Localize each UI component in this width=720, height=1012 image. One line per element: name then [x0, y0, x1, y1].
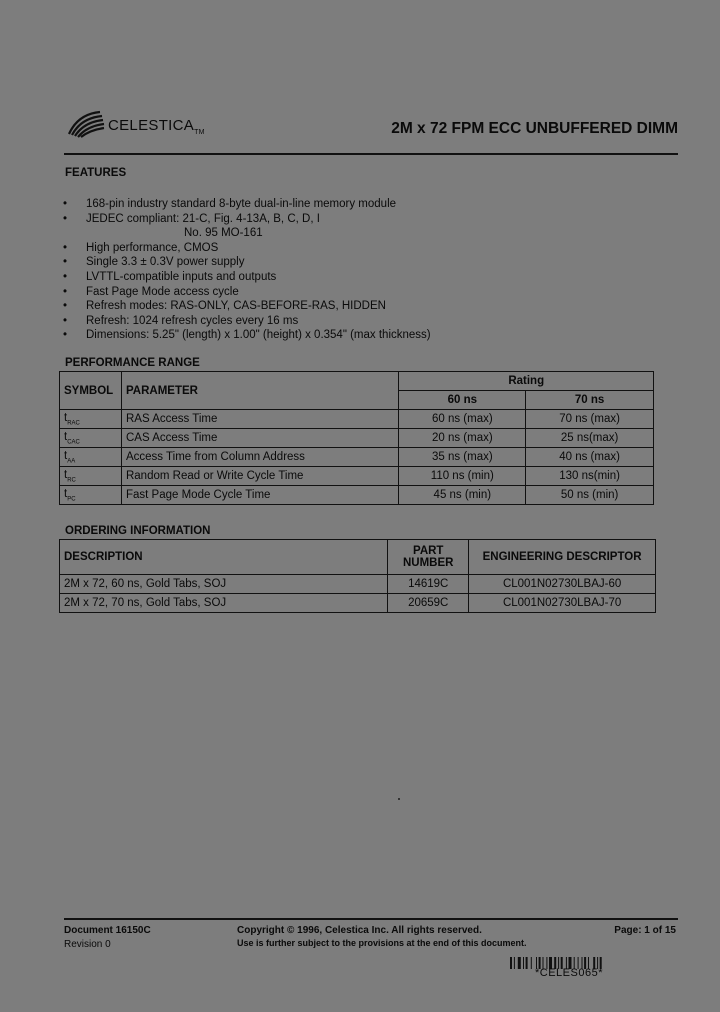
- feature-item: • 168-pin industry standard 8-byte dual-in-line memory module: [62, 197, 431, 212]
- features-list: [62, 197, 431, 343]
- symbol-cell: $t_{AA}$: [60, 448, 122, 467]
- col-parameter: PARAMETER: [121, 372, 398, 410]
- symbol-cell: $t_{RAC}$: [60, 410, 122, 429]
- table-row: [60, 467, 654, 486]
- rating-60-cell: 110 ns (min): [399, 467, 526, 486]
- feature-item: • Refresh: 1024 refresh cycles every 16 ms: [62, 314, 431, 329]
- parameter-cell: Access Time from Column Address: [121, 448, 398, 467]
- parameter-cell: Random Read or Write Cycle Time: [121, 467, 398, 486]
- parameter-cell: RAS Access Time: [121, 410, 398, 429]
- brand-name: $CELESTICA_{TM}$: [108, 117, 205, 136]
- col-rating: Rating: [399, 372, 654, 391]
- usage-notice: Use is further subject to the provisions at the end of this document.: [237, 938, 527, 948]
- celestica-logo-icon: [66, 108, 106, 138]
- order-engineering-descriptor: CL001N02730LBAJ-60: [469, 575, 656, 594]
- document-title: 2M x 72 FPM ECC UNBUFFERED DIMM: [391, 120, 678, 137]
- rating-70-cell: 50 ns (min): [526, 486, 654, 505]
- barcode-text: *CELES065*: [535, 967, 603, 979]
- document-number: Document 16150C: [64, 925, 151, 936]
- ordering-heading: ORDERING INFORMATION: [65, 525, 211, 537]
- feature-item: • Fast Page Mode access cycle: [62, 285, 431, 300]
- rating-60-cell: 45 ns (min): [399, 486, 526, 505]
- col-symbol: SYMBOL: [60, 372, 122, 410]
- rating-70-cell: 40 ns (max): [526, 448, 654, 467]
- col-60ns: 60 ns: [399, 391, 526, 410]
- table-row: [60, 575, 656, 594]
- order-description: 2M x 72, 70 ns, Gold Tabs, SOJ: [60, 594, 388, 613]
- table-row: [60, 486, 654, 505]
- rating-60-cell: 35 ns (max): [399, 448, 526, 467]
- table-row: [60, 448, 654, 467]
- feature-item: No. 95 MO-161: [184, 227, 263, 240]
- feature-item: • High performance, CMOS: [62, 241, 431, 256]
- brand-mark: TM: [194, 129, 205, 136]
- rating-70-cell: 70 ns (max): [526, 410, 654, 429]
- col-description: DESCRIPTION: [60, 540, 388, 575]
- performance-heading: PERFORMANCE RANGE: [65, 357, 200, 369]
- order-part-number: 20659C: [388, 594, 469, 613]
- copyright: Copyright © 1996, Celestica Inc. All rights reserved.: [237, 925, 482, 936]
- features-heading: FEATURES: [65, 167, 127, 179]
- feature-item: • Dimensions: 5.25" (length) x 1.00" (height) x 0.354" (max thickness): [62, 328, 431, 343]
- performance-table: [59, 371, 654, 505]
- order-part-number: 14619C: [388, 575, 469, 594]
- rating-70-cell: 25 ns(max): [526, 429, 654, 448]
- parameter-cell: Fast Page Mode Cycle Time: [121, 486, 398, 505]
- table-header-row: [60, 372, 654, 391]
- footer-divider: [64, 918, 678, 920]
- order-description: 2M x 72, 60 ns, Gold Tabs, SOJ: [60, 575, 388, 594]
- revision: Revision 0: [64, 939, 111, 950]
- feature-item: • JEDEC compliant: 21-C, Fig. 4-13A, B, C, D, I: [62, 212, 431, 227]
- rating-60-cell: 60 ns (max): [399, 410, 526, 429]
- table-row: [60, 410, 654, 429]
- ordering-table: [59, 539, 656, 613]
- feature-item: • Single 3.3 ± 0.3V power supply: [62, 255, 431, 270]
- rating-70-cell: 130 ns(min): [526, 467, 654, 486]
- table-row: [60, 429, 654, 448]
- order-engineering-descriptor: CL001N02730LBAJ-70: [469, 594, 656, 613]
- feature-item: • LVTTL-compatible inputs and outputs: [62, 270, 431, 285]
- symbol-cell: $t_{PC}$: [60, 486, 122, 505]
- parameter-cell: CAS Access Time: [121, 429, 398, 448]
- rating-60-cell: 20 ns (max): [399, 429, 526, 448]
- scan-speck: [398, 798, 400, 800]
- table-header-row: [60, 540, 656, 575]
- page-number: Page: 1 of 15: [614, 925, 676, 936]
- col-70ns: 70 ns: [526, 391, 654, 410]
- symbol-cell: $t_{RC}$: [60, 467, 122, 486]
- header-divider: [64, 153, 678, 155]
- col-engineering-descriptor: ENGINEERING DESCRIPTOR: [469, 540, 656, 575]
- symbol-cell: $t_{CAC}$: [60, 429, 122, 448]
- table-row: [60, 594, 656, 613]
- col-part-number: PART NUMBER: [388, 540, 469, 575]
- feature-item: • Refresh modes: RAS-ONLY, CAS-BEFORE-RAS, HIDDEN: [62, 299, 431, 314]
